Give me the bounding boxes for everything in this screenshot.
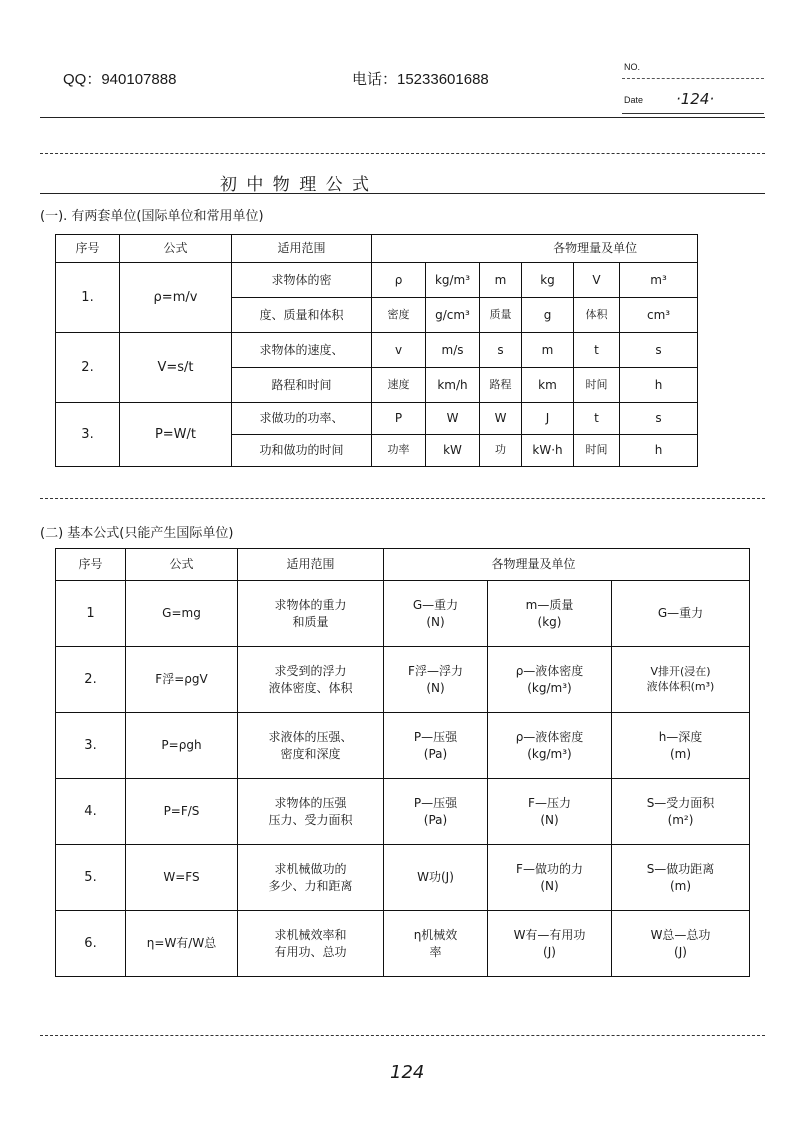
row-scope-line2: 压力、受力面积 [268,812,353,827]
unit-c: (m²) [667,812,694,827]
units-table [55,234,698,467]
row-scope-line1: 求机械效率和 [274,928,347,943]
unit-c: 液体体积(m³) [646,679,715,693]
row-index: 5. [56,845,126,911]
quantity-name: 质量 [480,298,522,333]
row-index: 1 [56,581,126,647]
quantity-a: P—压强 [413,796,458,811]
unit-si: kg/m³ [426,263,480,298]
phone-number: 电话：15233601688 [352,71,489,88]
row-formula: η=W有/W总 [126,911,238,977]
unit-c: (m) [669,878,692,893]
row-index: 3. [56,713,126,779]
unit-a: (Pa) [423,812,448,827]
unit-common: kW·h [522,435,574,467]
unit-common: km [522,368,574,403]
quantity-name: 速度 [372,368,426,403]
quantity-b: W有—有用功 [513,928,586,943]
quantity-b: ρ—液体密度 [515,664,584,679]
unit-c: (m) [669,746,692,761]
quantity-c: h—深度 [658,730,703,745]
row-scope-line2: 密度和深度 [280,746,341,761]
section1-heading: (一). 有两套单位(国际单位和常用单位) [40,209,264,224]
unit-si: W [426,403,480,435]
quantity-name: 时间 [574,368,620,403]
header-formula: 公式 [120,235,232,263]
row-index: 2. [56,333,120,403]
unit-common: h [620,435,698,467]
quantity-c: G—重力 [657,606,704,621]
row-scope-line1: 求物体的速度、 [232,333,372,368]
row-index: 1. [56,263,120,333]
quantity-b: F—做功的力 [516,862,583,877]
row-scope-line1: 求做功的功率、 [232,403,372,435]
header-scope: 适用范围 [232,235,372,263]
row-formula: P=F/S [126,779,238,845]
row-scope-line1: 求物体的密 [232,263,372,298]
unit-common: g [522,298,574,333]
unit-common: km/h [426,368,480,403]
date-label: Date [624,95,644,105]
header-quantities: 各物理量及单位 [488,549,750,581]
header-quantities: 各物理量及单位 [372,235,698,263]
quantity-b: F—压力 [528,796,571,811]
ruled-line [40,193,765,194]
row-index: 2. [56,647,126,713]
unit-si: m³ [620,263,698,298]
row-formula: V=s/t [120,333,232,403]
unit-b: (N) [540,812,559,827]
unit-common: cm³ [620,298,698,333]
quantity-symbol: ρ [372,263,426,298]
quantity-c: S—做功距离 [646,862,715,877]
unit-a: (Pa) [423,746,448,761]
quantity-c: V排开(浸在) [650,664,711,678]
ruled-line [40,498,765,499]
quantity-a: F浮—浮力 [408,664,463,679]
row-formula: P=W/t [120,403,232,467]
quantity-c: W总—总功 [650,928,711,943]
table-row [56,647,750,713]
row-index: 4. [56,779,126,845]
header-index: 序号 [56,235,120,263]
date-line [622,113,764,114]
row-scope-line2: 功和做功的时间 [232,435,372,467]
quantity-a: P—压强 [413,730,458,745]
unit-c: (J) [674,944,687,959]
quantity-symbol: m [480,263,522,298]
quantity-a: η机械效 [413,928,458,943]
row-scope-line1: 求机械做功的 [274,862,347,877]
date-value: ·124· [676,90,715,108]
quantity-name: 路程 [480,368,522,403]
quantity-symbol: V [574,263,620,298]
row-scope-line2: 路程和时间 [232,368,372,403]
header-index: 序号 [56,549,126,581]
row-index: 3. [56,403,120,467]
quantity-symbol: v [372,333,426,368]
unit-si: m [522,333,574,368]
basic-formula-table [55,548,750,977]
unit-a: (N) [426,614,445,629]
unit-b: (kg/m³) [527,680,572,695]
unit-si: m/s [426,333,480,368]
unit-a: (N) [426,680,445,695]
quantity-name: 功率 [372,435,426,467]
ruled-line [40,1035,765,1036]
quantity-b: ρ—液体密度 [515,730,584,745]
row-scope-line2: 和质量 [292,614,329,629]
ruled-line [40,117,765,118]
row-scope-line1: 求受到的浮力 [274,664,347,679]
quantity-a: G—重力 [412,598,459,613]
unit-common: kW [426,435,480,467]
unit-si: kg [522,263,574,298]
section2-heading: (二) 基本公式(只能产生国际单位) [40,526,234,541]
quantity-symbol: t [574,403,620,435]
table-row [56,845,750,911]
row-scope-line1: 求物体的压强 [274,796,347,811]
unit-si: s [620,403,698,435]
header-scope: 适用范围 [238,549,384,581]
ruled-line [40,153,765,154]
row-scope-line1: 求物体的重力 [274,598,347,613]
unit-b: (N) [540,878,559,893]
unit-b: (kg/m³) [527,746,572,761]
unit-si: s [620,333,698,368]
row-index: 6. [56,911,126,977]
quantity-symbol: P [372,403,426,435]
table-row [56,779,750,845]
quantity-name: 密度 [372,298,426,333]
table-row [56,581,750,647]
quantity-symbol: t [574,333,620,368]
table-row [56,911,750,977]
table-row [56,713,750,779]
row-formula: F浮=ρgV [126,647,238,713]
row-formula: G=mg [126,581,238,647]
page-number: 124 [390,1062,425,1083]
quantity-name: 体积 [574,298,620,333]
no-label: NO. [624,62,641,72]
row-scope-line2: 多少、力和距离 [268,878,353,893]
unit-a: 率 [429,944,442,959]
no-line [622,78,764,79]
quantity-symbol: s [480,333,522,368]
unit-b: (kg) [537,614,562,629]
row-formula: P=ρgh [126,713,238,779]
page-title: 初 中 物 理 公 式 [220,175,372,195]
unit-si: J [522,403,574,435]
row-formula: ρ=m/v [120,263,232,333]
row-scope-line1: 求液体的压强、 [268,730,353,745]
quantity-symbol: W [480,403,522,435]
quantity-a: W功(J) [417,870,454,885]
qq-number: QQ：940107888 [63,71,177,88]
row-scope-line2: 度、质量和体积 [232,298,372,333]
row-formula: W=FS [126,845,238,911]
quantity-name: 时间 [574,435,620,467]
quantity-name: 功 [480,435,522,467]
header-formula: 公式 [126,549,238,581]
unit-b: (J) [543,944,556,959]
quantity-b: m—质量 [525,598,574,613]
unit-common: h [620,368,698,403]
quantity-c: S—受力面积 [646,796,715,811]
row-scope-line2: 有用功、总功 [274,944,347,959]
header-spacer [384,549,488,581]
row-scope-line2: 液体密度、体积 [268,680,353,695]
unit-common: g/cm³ [426,298,480,333]
